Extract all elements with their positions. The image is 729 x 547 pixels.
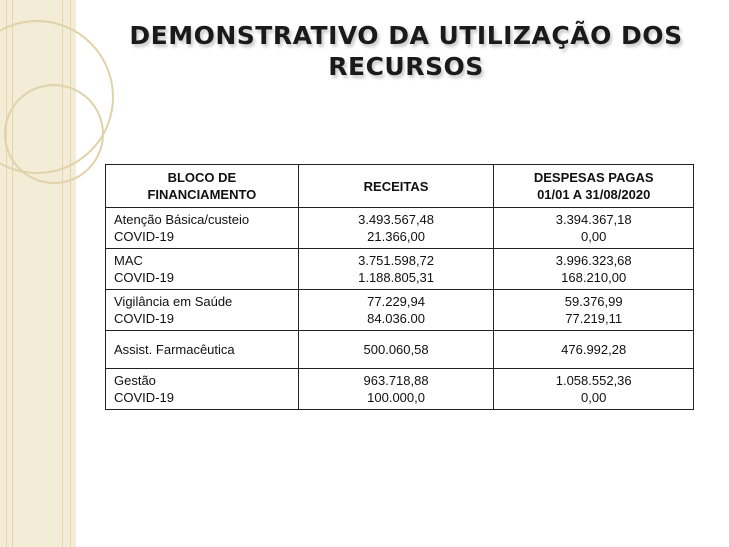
resources-table: [105, 164, 694, 410]
row-label: [106, 369, 299, 410]
row-receitas: [298, 249, 494, 290]
cell-text: 100.000,0: [367, 390, 425, 405]
header-text: FINANCIAMENTO: [147, 187, 257, 202]
table-row: [106, 208, 694, 249]
cell-text: 168.210,00: [561, 270, 627, 285]
cell-text: Atenção Básica/custeio: [114, 212, 250, 227]
slide-title: [96, 20, 716, 82]
title-line-2: RECURSOS: [328, 52, 484, 81]
cell-text: 84.036.00: [367, 311, 425, 326]
row-receitas: [298, 331, 494, 369]
header-text: 01/01 A 31/08/2020: [537, 187, 651, 202]
cell-text: 77.219,11: [565, 311, 623, 326]
cell-text: 77.229,94: [367, 294, 425, 309]
cell-text: MAC: [114, 253, 143, 268]
row-despesas: [494, 369, 694, 410]
cell-text: 963.718,88: [363, 373, 429, 388]
decorative-circle: [4, 84, 104, 184]
row-label: [106, 290, 299, 331]
cell-text: Vigilância em Saúde: [114, 294, 233, 309]
cell-text: 0,00: [581, 390, 607, 405]
header-receitas: [298, 165, 494, 208]
row-receitas: [298, 290, 494, 331]
table-row: [106, 331, 694, 369]
header-text: DESPESAS PAGAS: [533, 170, 654, 185]
cell-text: 1.188.805,31: [358, 270, 435, 285]
row-despesas: [494, 208, 694, 249]
cell-text: 21.366,00: [367, 229, 425, 244]
cell-text: 3.493.567,48: [358, 212, 435, 227]
row-label: [106, 331, 299, 369]
row-despesas: [494, 331, 694, 369]
cell-text: 0,00: [581, 229, 607, 244]
cell-text: Gestão: [114, 373, 156, 388]
row-receitas: [298, 208, 494, 249]
row-label: [106, 208, 299, 249]
cell-text: COVID-19: [114, 229, 174, 244]
cell-text: 500.060,58: [363, 342, 429, 357]
table-row: [106, 369, 694, 410]
row-label: [106, 249, 299, 290]
cell-text: 3.996.323,68: [555, 253, 632, 268]
table-row: [106, 249, 694, 290]
cell-text: COVID-19: [114, 390, 174, 405]
cell-text: COVID-19: [114, 270, 174, 285]
cell-text: COVID-19: [114, 311, 174, 326]
cell-text: 3.751.598,72: [358, 253, 435, 268]
header-despesas: [494, 165, 694, 208]
row-despesas: [494, 249, 694, 290]
cell-text: 59.376,99: [564, 294, 623, 309]
cell-text: 476.992,28: [561, 342, 627, 357]
title-line-1: DEMONSTRATIVO DA UTILIZAÇÃO DOS: [129, 21, 683, 50]
header-bloco: [106, 165, 299, 208]
cell-text: Assist. Farmacêutica: [114, 342, 235, 357]
header-text: BLOCO DE: [167, 170, 237, 185]
cell-text: 1.058.552,36: [555, 373, 632, 388]
row-despesas: [494, 290, 694, 331]
table-row: [106, 290, 694, 331]
header-text: RECEITAS: [363, 178, 429, 194]
cell-text: 3.394.367,18: [555, 212, 632, 227]
row-receitas: [298, 369, 494, 410]
table-header-row: [106, 165, 694, 208]
